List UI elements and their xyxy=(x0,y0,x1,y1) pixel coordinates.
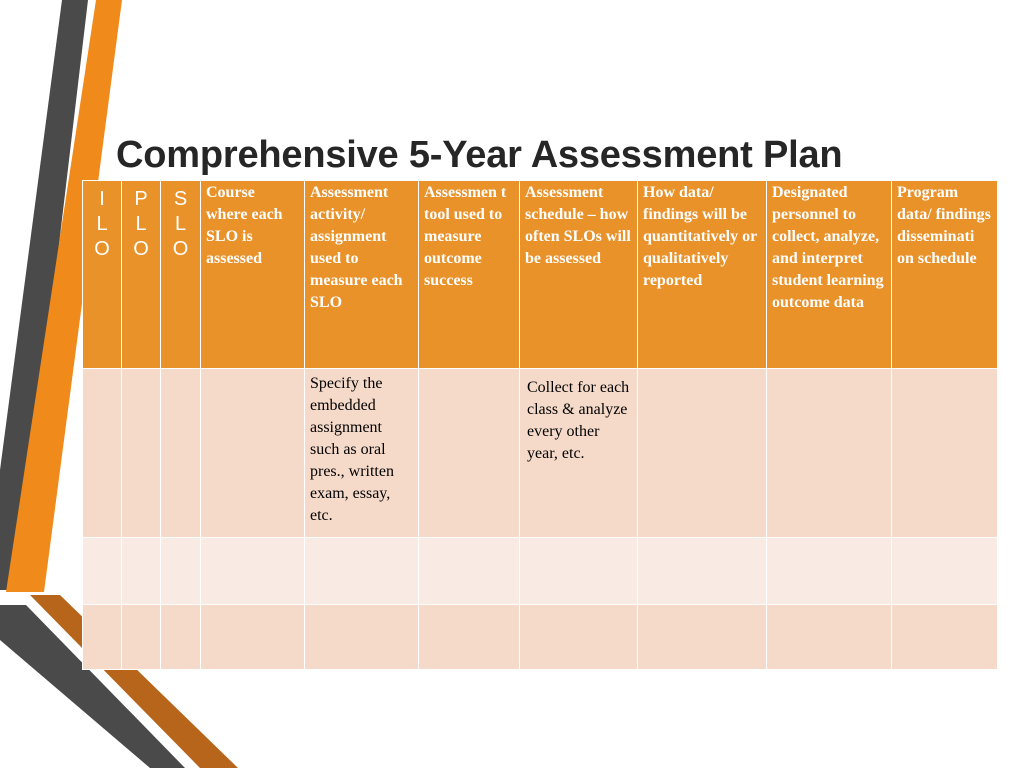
table-cell xyxy=(767,369,892,538)
table-cell xyxy=(201,538,305,605)
table-cell xyxy=(767,538,892,605)
table-cell xyxy=(892,538,998,605)
schedule-example-cell: Collect for each class & analyze every other year, etc. xyxy=(520,369,638,538)
table-cell xyxy=(161,369,201,538)
assessment-plan-table xyxy=(82,180,998,670)
header-reporting: How data/ findings will be quantitatively or qualitatively reported xyxy=(638,181,767,369)
table-header-row xyxy=(83,181,998,369)
table-cell xyxy=(419,605,520,670)
activity-example-cell: Specify the embedded assignment such as oral pres., written exam, essay, etc. xyxy=(305,369,419,538)
page-title: Comprehensive 5-Year Assessment Plan xyxy=(116,134,843,176)
header-course: Course where each SLO is assessed xyxy=(201,181,305,369)
header-dissemination: Program data/ findings disseminati on schedule xyxy=(892,181,998,369)
table-cell xyxy=(520,538,638,605)
header-schedule: Assessment schedule – how often SLOs will be assessed xyxy=(520,181,638,369)
table-row xyxy=(83,369,998,538)
table-cell xyxy=(638,538,767,605)
table-cell xyxy=(892,605,998,670)
table-cell xyxy=(419,538,520,605)
table-cell xyxy=(892,369,998,538)
table-cell xyxy=(419,369,520,538)
table-cell xyxy=(83,369,122,538)
header-ilo: I L O xyxy=(83,181,122,369)
table-cell xyxy=(83,605,122,670)
table-cell xyxy=(638,369,767,538)
table-cell xyxy=(305,605,419,670)
table-cell xyxy=(520,605,638,670)
table-cell xyxy=(305,538,419,605)
table-row xyxy=(83,605,998,670)
table-cell xyxy=(122,538,161,605)
table-cell xyxy=(122,605,161,670)
header-personnel: Designated personnel to collect, analyze, and interpret student learning outcome data xyxy=(767,181,892,369)
table-cell xyxy=(638,605,767,670)
table-cell xyxy=(161,538,201,605)
table-cell xyxy=(201,369,305,538)
header-plo: P L O xyxy=(122,181,161,369)
table-cell xyxy=(122,369,161,538)
header-activity: Assessment activity/ assignment used to measure each SLO xyxy=(305,181,419,369)
table-cell xyxy=(201,605,305,670)
table-cell xyxy=(161,605,201,670)
table-cell xyxy=(83,538,122,605)
header-slo: S L O xyxy=(161,181,201,369)
table-row xyxy=(83,538,998,605)
table-cell xyxy=(767,605,892,670)
header-tool: Assessmen t tool used to measure outcome success xyxy=(419,181,520,369)
